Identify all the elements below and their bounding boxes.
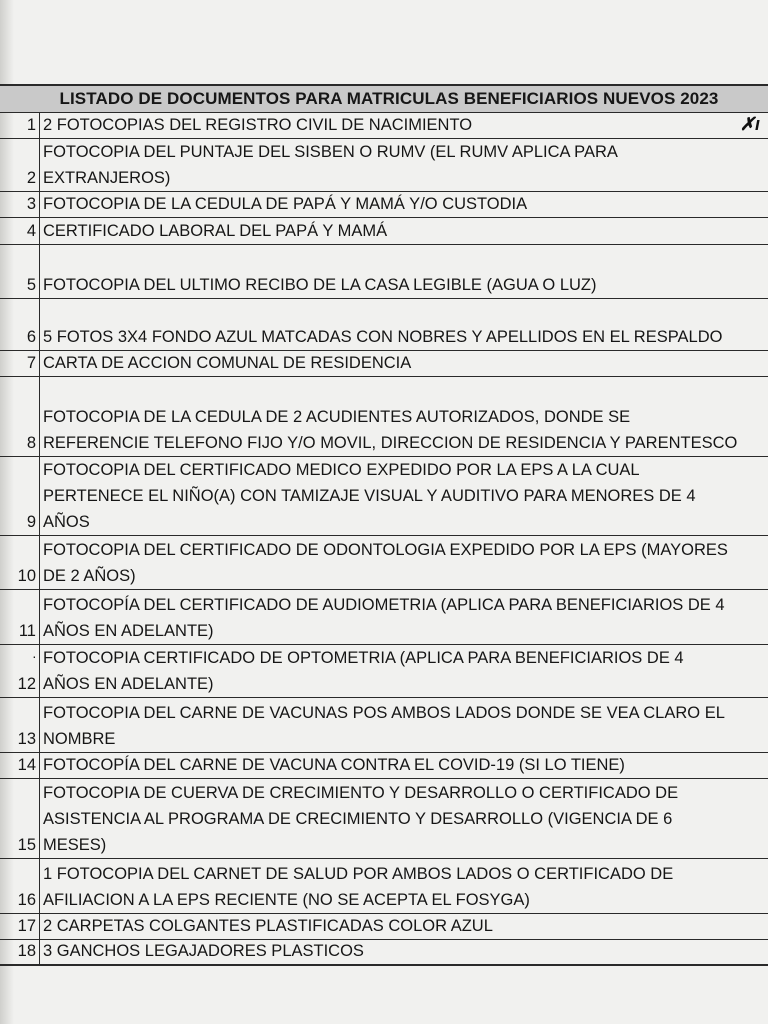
row-number: 16 [0,859,40,913]
row-text: FOTOCOPIA DEL CERTIFICADO MEDICO EXPEDIDO POR LA EPS A LA CUAL PERTENECE EL NIÑO(A) CON TAMIZAJE VISUAL Y AUDITIVO PARA MENORES DE 4 AÑOS [43,461,696,531]
row-number: 12 [0,645,40,697]
row-number: 6 [0,299,40,350]
table-row [0,218,768,245]
table-row [0,940,768,964]
row-text: FOTOCOPIA DE LA CEDULA DE PAPÁ Y MAMÁ Y/O CUSTODIA [43,195,528,213]
row-number: 14 [0,753,40,778]
row-text: 2 FOTOCOPIAS DEL REGISTRO CIVIL DE NACIMIENTO [43,116,473,134]
table-row [0,377,768,457]
table-row [0,779,768,859]
row-number: 18 [0,940,40,964]
row-number: 15 [0,779,40,858]
row-text: 1 FOTOCOPIA DEL CARNET DE SALUD POR AMBOS LADOS O CERTIFICADO DE AFILIACION A LA EPS RECIENTE (NO SE ACEPTA EL FOSYGA) [43,865,674,909]
table-row [0,914,768,940]
row-number: 10 [0,536,40,589]
table-row [0,299,768,351]
row-text: FOTOCOPIA CERTIFICADO DE OPTOMETRIA (APLICA PARA BENEFICIARIOS DE 4 AÑOS EN ADELANTE) [43,649,684,693]
table-row [0,139,768,192]
table-row [0,753,768,779]
row-text: 5 FOTOS 3X4 FONDO AZUL MATCADAS CON NOBRES Y APELLIDOS EN EL RESPALDO [43,328,723,346]
row-number: 17 [0,914,40,939]
row-number: 8 [0,377,40,456]
documents-table [0,84,768,966]
row-number: 4 [0,218,40,244]
row-text: FOTOCOPIA DEL CARNE DE VACUNAS POS AMBOS LADOS DONDE SE VEA CLARO EL NOMBRE [43,704,725,748]
row-text: FOTOCOPIA DEL ULTIMO RECIBO DE LA CASA LEGIBLE (AGUA O LUZ) [43,276,597,294]
handwritten-check-mark: ✗ı [739,114,760,134]
row-text: CERTIFICADO LABORAL DEL PAPÁ Y MAMÁ [43,222,388,240]
row-number: 5 [0,245,40,298]
row-number: 2 [0,139,40,191]
table-row [0,457,768,536]
table-row [0,351,768,377]
row-number: 7 [0,351,40,376]
row-text: FOTOCOPÍA DEL CERTIFICADO DE AUDIOMETRIA (APLICA PARA BENEFICIARIOS DE 4 AÑOS EN ADELANTE) [43,596,725,640]
row-number: 11 [0,590,40,644]
table-title: LISTADO DE DOCUMENTOS PARA MATRICULAS BENEFICIARIOS NUEVOS 2023 [0,86,768,113]
row-number: 9 [0,457,40,535]
table-row [0,590,768,645]
table-row [0,192,768,218]
row-number: 3 [0,192,40,217]
row-text: 3 GANCHOS LEGAJADORES PLASTICOS [43,942,364,960]
row-text: FOTOCOPIA DE CUERVA DE CRECIMIENTO Y DESARROLLO O CERTIFICADO DE ASISTENCIA AL PROGRAMA DE CRECIMIENTO Y DESARROLLO (VIGENCIA DE 6 MESES) [43,784,679,854]
table-row [0,245,768,299]
row-number: 1 [0,113,40,138]
table-row [0,645,768,698]
row-text: CARTA DE ACCION COMUNAL DE RESIDENCIA [43,354,412,372]
table-row [0,859,768,914]
row-text: FOTOCOPIA DEL PUNTAJE DEL SISBEN O RUMV (EL RUMV APLICA PARA EXTRANJEROS) [43,143,618,187]
table-row [0,536,768,590]
row-number: 13 [0,698,40,752]
row-text: 2 CARPETAS COLGANTES PLASTIFICADAS COLOR AZUL [43,917,493,935]
stray-mark: · [32,648,37,664]
row-text: FOTOCOPIA DE LA CEDULA DE 2 ACUDIENTES AUTORIZADOS, DONDE SE REFERENCIE TELEFONO FIJO Y/O MOVIL, DIRECCION DE RESIDENCIA Y PARENTESCO [43,408,738,452]
row-text: FOTOCOPIA DEL CERTIFICADO DE ODONTOLOGIA EXPEDIDO POR LA EPS (MAYORES DE 2 AÑOS) [43,541,728,585]
table-row [0,113,768,139]
row-text: FOTOCOPÍA DEL CARNE DE VACUNA CONTRA EL COVID-19 (SI LO TIENE) [43,756,625,774]
table-row [0,698,768,753]
